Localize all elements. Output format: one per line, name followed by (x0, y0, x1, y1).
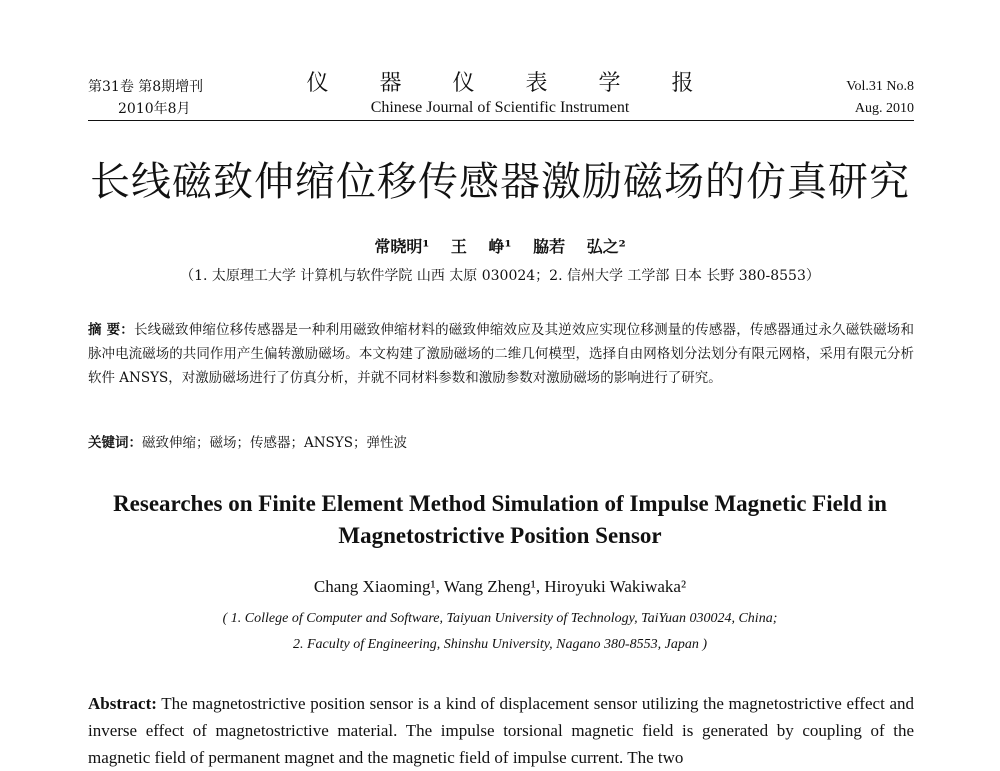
affiliation-en-2: 2. Faculty of Engineering, Shinshu University, Nagano 380-8553, Japan ) (292, 637, 708, 652)
keywords-cn-label: 关键词： (88, 435, 142, 451)
abstract-cn-text: 长线磁致伸缩位移传感器是一种利用磁致伸缩材料的磁致伸缩效应及其逆效应实现位移测量的传感器，传感器通过永久磁铁磁场和脉冲电流磁场的共同作用产生偏转激励磁场。本文构建了激励磁场的二维几何模型，选择自由网格划分法划分有限元网格，采用有限元分析软件 ANSYS，对激励磁场进行了仿真分析，并就不同材料参数和激励参数对激励磁场的影响进行了研究。 (88, 322, 914, 386)
affiliation-en-1: ( 1. College of Computer and Software, Taiyuan University of Technology, TaiYuan 030024, China; (222, 611, 778, 626)
journal-name-cn: 仪 器 仪 表 学 报 (306, 71, 716, 96)
abstract-cn (88, 318, 914, 390)
journal-name-en: Chinese Journal of Scientific Instrument (370, 99, 630, 116)
header-volume-en (846, 76, 914, 120)
paper-title-cn: 长线磁致伸缩位移传感器激励磁场的仿真研究 (90, 159, 910, 205)
abstract-en-text: The magnetostrictive position sensor is a kind of displacement sensor utilizing the magnetostrictive effect and inverse effect of magnetostrictive material. The impulse torsional magnetic field is generated by coupling of the magnetic field of permanent magnet and the magnetic field of impulse current. The two (88, 694, 914, 767)
paper-title-en: Researches on Finite Element Method Simulation of Impulse Magnetic Field in Magnetostrictive Position Sensor (113, 491, 887, 548)
volume-issue-en: Vol.31 No.8 (846, 79, 914, 94)
authors-cn: 常晓明¹ 王 峥¹ 脇若 弘之² (374, 237, 626, 256)
abstract-cn-label: 摘 要： (88, 322, 134, 338)
authors-en: Chang Xiaoming¹, Wang Zheng¹, Hiroyuki Wakiwaka² (313, 577, 687, 596)
abstract-en-label: Abstract: (88, 694, 157, 713)
date-en: Aug. 2010 (854, 101, 914, 116)
volume-issue-cn: 第31卷 第8期增刊 (88, 79, 204, 95)
affiliations-en (0, 606, 1000, 658)
keywords-cn-text: 磁致伸缩；磁场；传感器；ANSYS；弹性波 (142, 435, 407, 451)
keywords-cn (88, 432, 914, 454)
date-cn: 2010年8月 (118, 101, 191, 117)
header-rule (88, 120, 914, 121)
abstract-en (88, 690, 914, 771)
affiliations-cn: （1. 太原理工大学 计算机与软件学院 山西 太原 030024；2. 信州大学 工学部 日本 长野 380-8553） (180, 268, 820, 284)
